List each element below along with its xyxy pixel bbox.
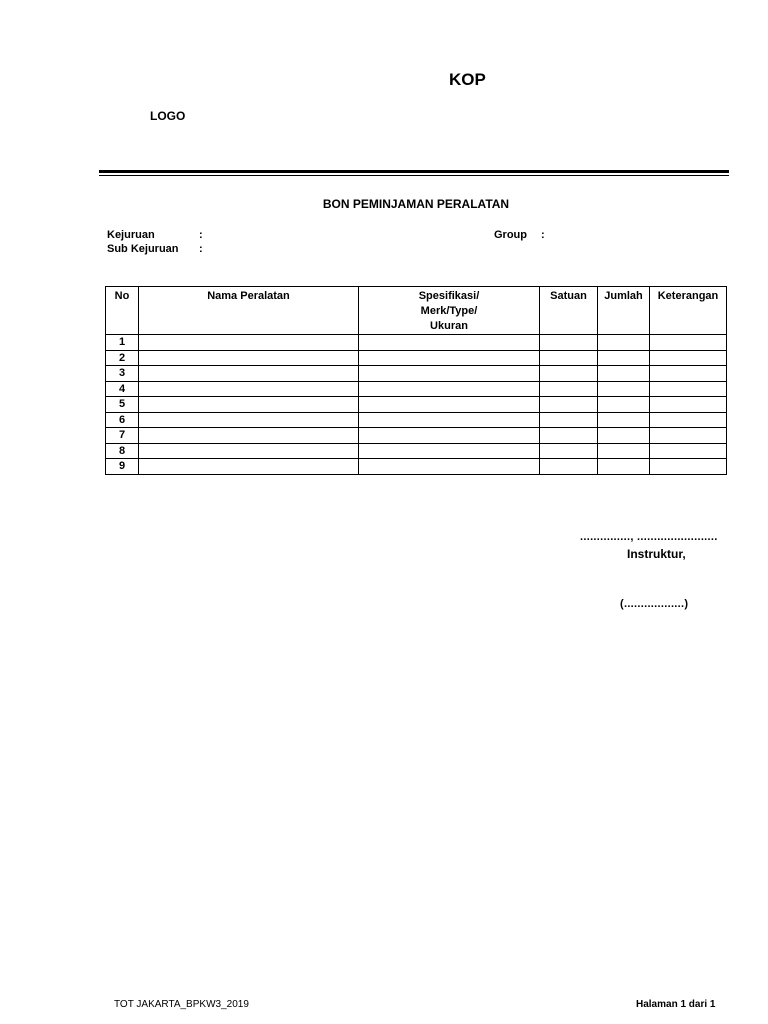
cell-keterangan — [650, 397, 727, 413]
cell-satuan — [540, 350, 598, 366]
cell-jumlah — [598, 381, 650, 397]
cell-jumlah — [598, 397, 650, 413]
cell-nama-peralatan — [139, 381, 359, 397]
table-row — [106, 412, 727, 428]
table-body — [106, 335, 727, 475]
signature-place-date: ..............., ........................ — [580, 531, 718, 543]
cell-nama-peralatan — [139, 412, 359, 428]
cell-spesifikasi — [359, 412, 540, 428]
document-title: BON PEMINJAMAN PERALATAN — [322, 197, 510, 211]
cell-nama-peralatan — [139, 397, 359, 413]
logo-placeholder: LOGO — [150, 109, 186, 123]
table-header-row — [106, 287, 727, 335]
cell-spesifikasi — [359, 381, 540, 397]
signature-name: (..................) — [620, 598, 689, 610]
header-no: No — [106, 287, 139, 335]
cell-satuan — [540, 381, 598, 397]
sub-kejuruan-label: Sub Kejuruan — [107, 243, 179, 255]
cell-satuan — [540, 397, 598, 413]
cell-satuan — [540, 428, 598, 444]
header-spesifikasi — [359, 287, 540, 335]
cell-spesifikasi — [359, 428, 540, 444]
cell-keterangan — [650, 428, 727, 444]
cell-jumlah — [598, 443, 650, 459]
cell-no: 2 — [106, 350, 139, 366]
cell-satuan — [540, 459, 598, 475]
cell-keterangan — [650, 366, 727, 382]
cell-spesifikasi — [359, 443, 540, 459]
cell-no: 6 — [106, 412, 139, 428]
cell-jumlah — [598, 412, 650, 428]
cell-nama-peralatan — [139, 443, 359, 459]
table-row — [106, 459, 727, 475]
cell-keterangan — [650, 412, 727, 428]
kejuruan-label: Kejuruan — [107, 229, 155, 241]
table-row — [106, 381, 727, 397]
cell-satuan — [540, 335, 598, 351]
cell-nama-peralatan — [139, 366, 359, 382]
sub-kejuruan-colon: : — [199, 243, 203, 255]
header-jumlah: Jumlah — [598, 287, 650, 335]
cell-jumlah — [598, 459, 650, 475]
header-satuan: Satuan — [540, 287, 598, 335]
cell-nama-peralatan — [139, 350, 359, 366]
cell-keterangan — [650, 381, 727, 397]
table-row — [106, 366, 727, 382]
header-spesifikasi-line: Spesifikasi/ — [418, 290, 480, 302]
table-row — [106, 335, 727, 351]
footer-page-number: Halaman 1 dari 1 — [636, 999, 716, 1010]
header-nama-peralatan: Nama Peralatan — [139, 287, 359, 335]
cell-no: 1 — [106, 335, 139, 351]
header-spesifikasi-line: Ukuran — [430, 320, 468, 332]
cell-no: 9 — [106, 459, 139, 475]
cell-jumlah — [598, 366, 650, 382]
cell-jumlah — [598, 350, 650, 366]
cell-keterangan — [650, 350, 727, 366]
cell-nama-peralatan — [139, 428, 359, 444]
cell-spesifikasi — [359, 366, 540, 382]
cell-nama-peralatan — [139, 459, 359, 475]
header-divider-thick — [99, 170, 729, 173]
cell-jumlah — [598, 335, 650, 351]
cell-no: 7 — [106, 428, 139, 444]
cell-keterangan — [650, 335, 727, 351]
cell-spesifikasi — [359, 397, 540, 413]
cell-satuan — [540, 412, 598, 428]
cell-no: 5 — [106, 397, 139, 413]
table-row — [106, 443, 727, 459]
cell-spesifikasi — [359, 459, 540, 475]
table-row — [106, 350, 727, 366]
header-divider-thin — [99, 175, 729, 176]
cell-spesifikasi — [359, 350, 540, 366]
cell-no: 8 — [106, 443, 139, 459]
footer-document-code: TOT JAKARTA_BPKW3_2019 — [114, 999, 249, 1010]
cell-satuan — [540, 443, 598, 459]
header-keterangan: Keterangan — [650, 287, 727, 335]
cell-spesifikasi — [359, 335, 540, 351]
table-row — [106, 428, 727, 444]
cell-no: 4 — [106, 381, 139, 397]
signature-role: Instruktur, — [627, 547, 686, 561]
cell-jumlah — [598, 428, 650, 444]
cell-nama-peralatan — [139, 335, 359, 351]
kop-heading: KOP — [449, 70, 486, 89]
cell-satuan — [540, 366, 598, 382]
group-colon: : — [541, 229, 545, 241]
header-spesifikasi-line: Merk/Type/ — [420, 305, 478, 317]
cell-keterangan — [650, 459, 727, 475]
cell-no: 3 — [106, 366, 139, 382]
kejuruan-colon: : — [199, 229, 203, 241]
cell-keterangan — [650, 443, 727, 459]
table-row — [106, 397, 727, 413]
group-label: Group — [494, 229, 527, 241]
equipment-table — [105, 286, 727, 475]
